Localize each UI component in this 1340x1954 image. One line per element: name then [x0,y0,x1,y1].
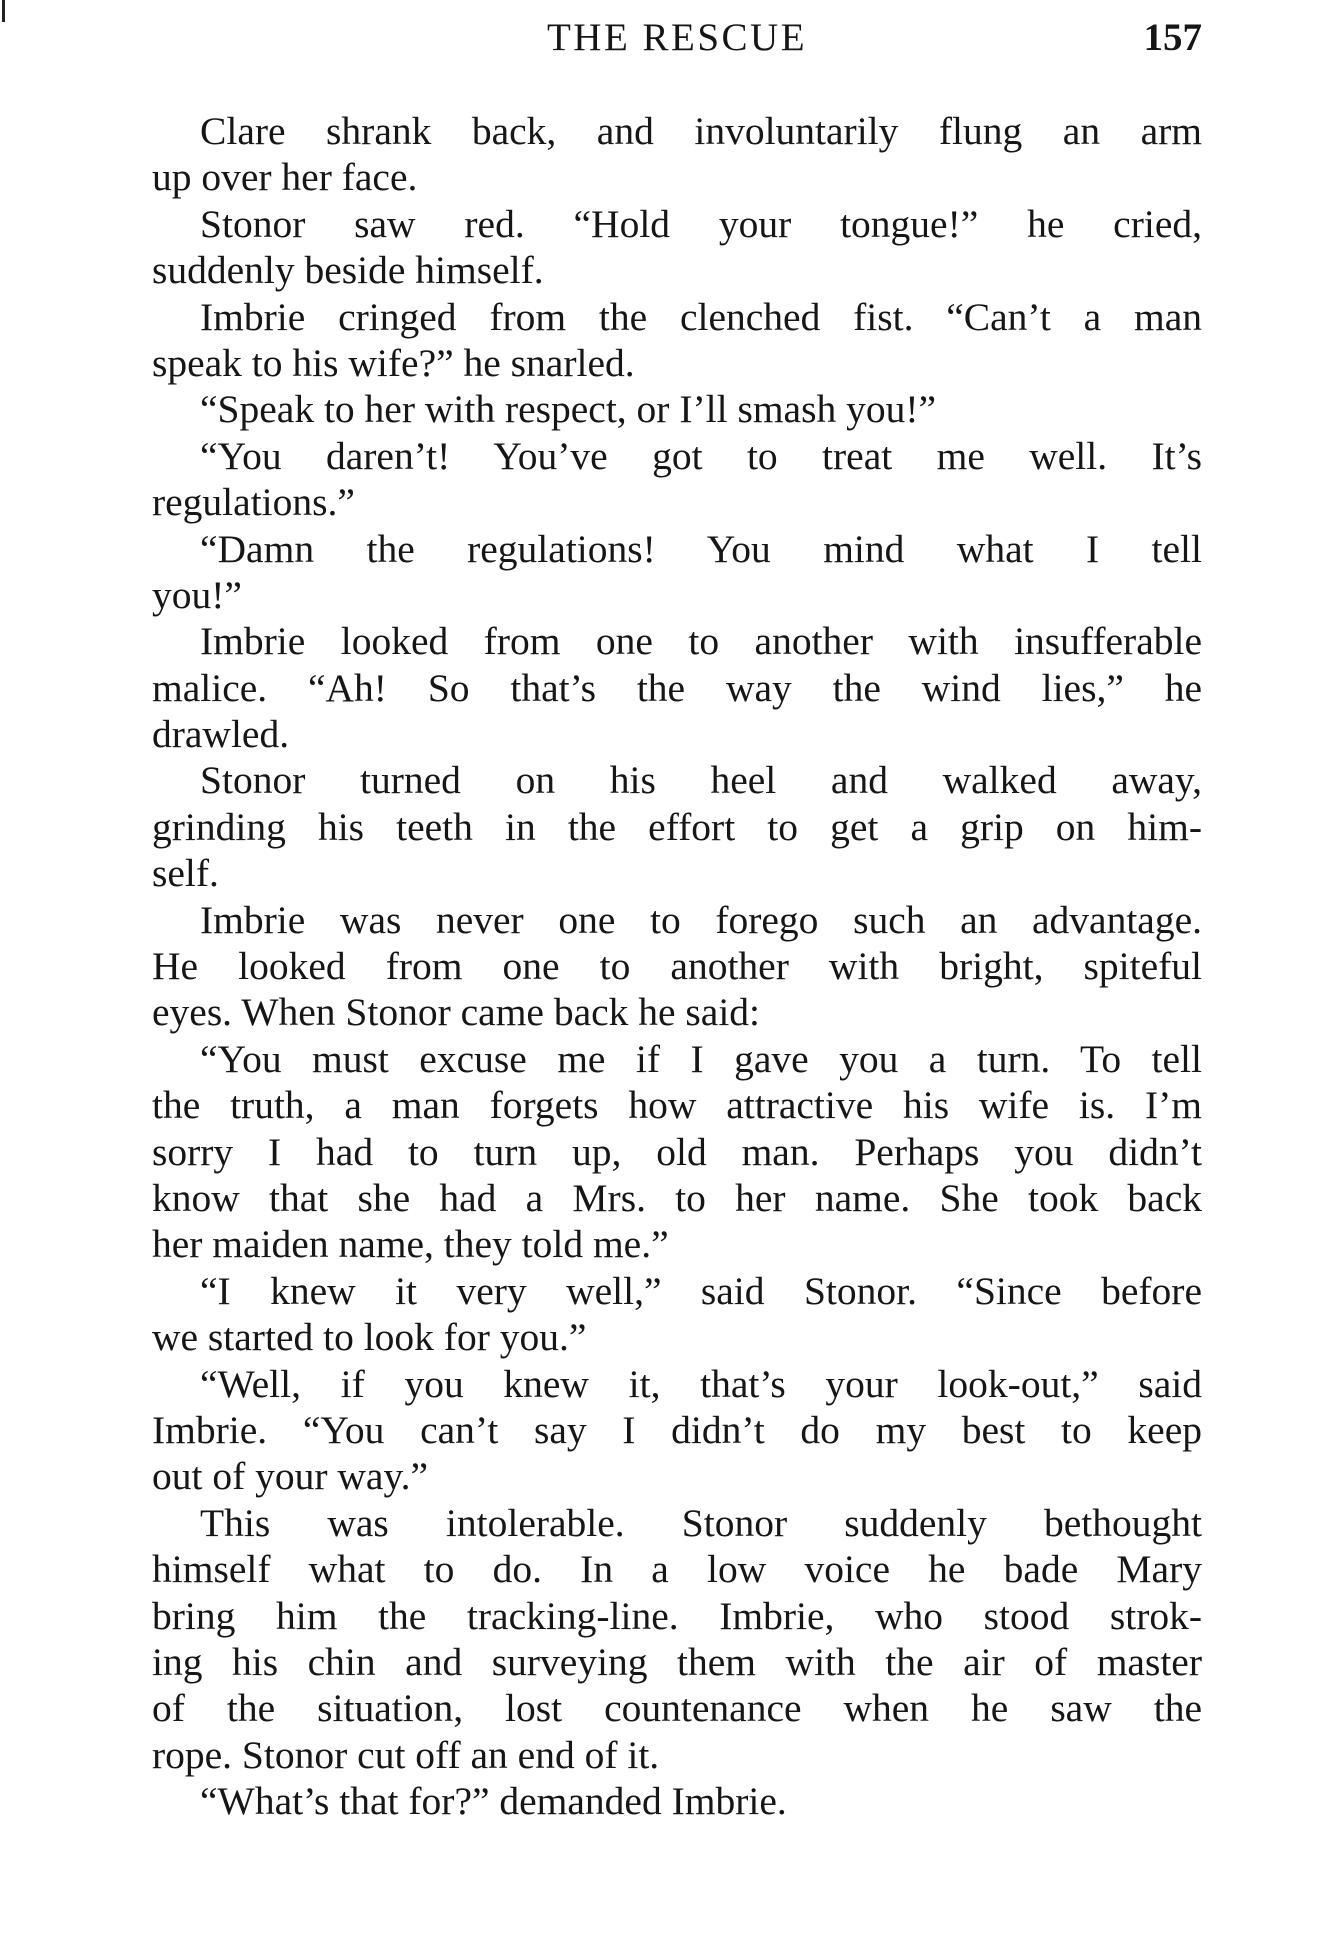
text-line: we started to look for you.” [152,1315,587,1360]
text-line: “Damn the regulations! You mind what I tell [200,526,1202,571]
text-line: you!” [152,572,242,617]
text-line: eyes. When Stonor came back he said: [152,990,761,1035]
text-line: Stonor turned on his heel and walked away, [200,758,1202,803]
text-line: “I knew it very well,” said Stonor. “Since before [200,1268,1202,1313]
text-line: Stonor saw red. “Hold your tongue!” he cried, [200,201,1202,246]
body-text [152,108,1202,1824]
text-line: self. [152,851,219,896]
text-line: bring him the tracking-line. Imbrie, who stood strok- [152,1593,1202,1638]
text-line: “Speak to her with respect, or I’ll smash you!” [200,387,937,432]
text-line: drawled. [152,712,290,757]
text-line: ing his chin and surveying them with the air of master [152,1639,1202,1684]
text-line: suddenly beside himself. [152,248,544,293]
text-line: up over her face. [152,155,418,200]
text-line: “You daren’t! You’ve got to treat me well. It’s [200,433,1202,478]
text-line: himself what to do. In a low voice he bade Mary [152,1547,1202,1592]
text-line: grinding his teeth in the effort to get a grip on him- [152,804,1202,849]
text-line: Imbrie cringed from the clenched fist. “Can’t a man [200,294,1202,339]
running-title: THE RESCUE [546,16,808,59]
text-line: sorry I had to turn up, old man. Perhaps you didn’t [152,1129,1202,1174]
text-line: regulations.” [152,480,355,525]
text-line: Imbrie looked from one to another with insufferable [200,619,1202,664]
text-line: “You must excuse me if I gave you a turn. To tell [200,1036,1202,1081]
text-line: rope. Stonor cut off an end of it. [152,1732,660,1777]
running-head [152,10,1202,66]
text-line: Imbrie was never one to forego such an advantage. [200,897,1202,942]
text-line: know that she had a Mrs. to her name. She took back [152,1175,1202,1220]
text-line: Imbrie. “You can’t say I didn’t do my best to keep [152,1407,1202,1452]
text-line: “What’s that for?” demanded Imbrie. [200,1779,787,1824]
text-line: speak to his wife?” he snarled. [152,340,635,385]
text-line: out of your way.” [152,1454,429,1499]
text-line: Clare shrank back, and involuntarily flung an arm [200,109,1202,153]
text-line: the truth, a man forgets how attractive his wife is. I’m [152,1083,1202,1128]
text-line: of the situation, lost countenance when he saw the [152,1686,1202,1731]
text-line: He looked from one to another with bright, spiteful [152,944,1202,989]
scan-edge-mark [2,0,5,22]
text-line: This was intolerable. Stonor suddenly bethought [200,1500,1202,1545]
page-number: 157 [1143,16,1202,59]
text-line: “Well, if you knew it, that’s your look-out,” said [200,1361,1202,1406]
text-line: malice. “Ah! So that’s the way the wind lies,” he [152,665,1202,710]
text-line: her maiden name, they told me.” [152,1222,669,1267]
